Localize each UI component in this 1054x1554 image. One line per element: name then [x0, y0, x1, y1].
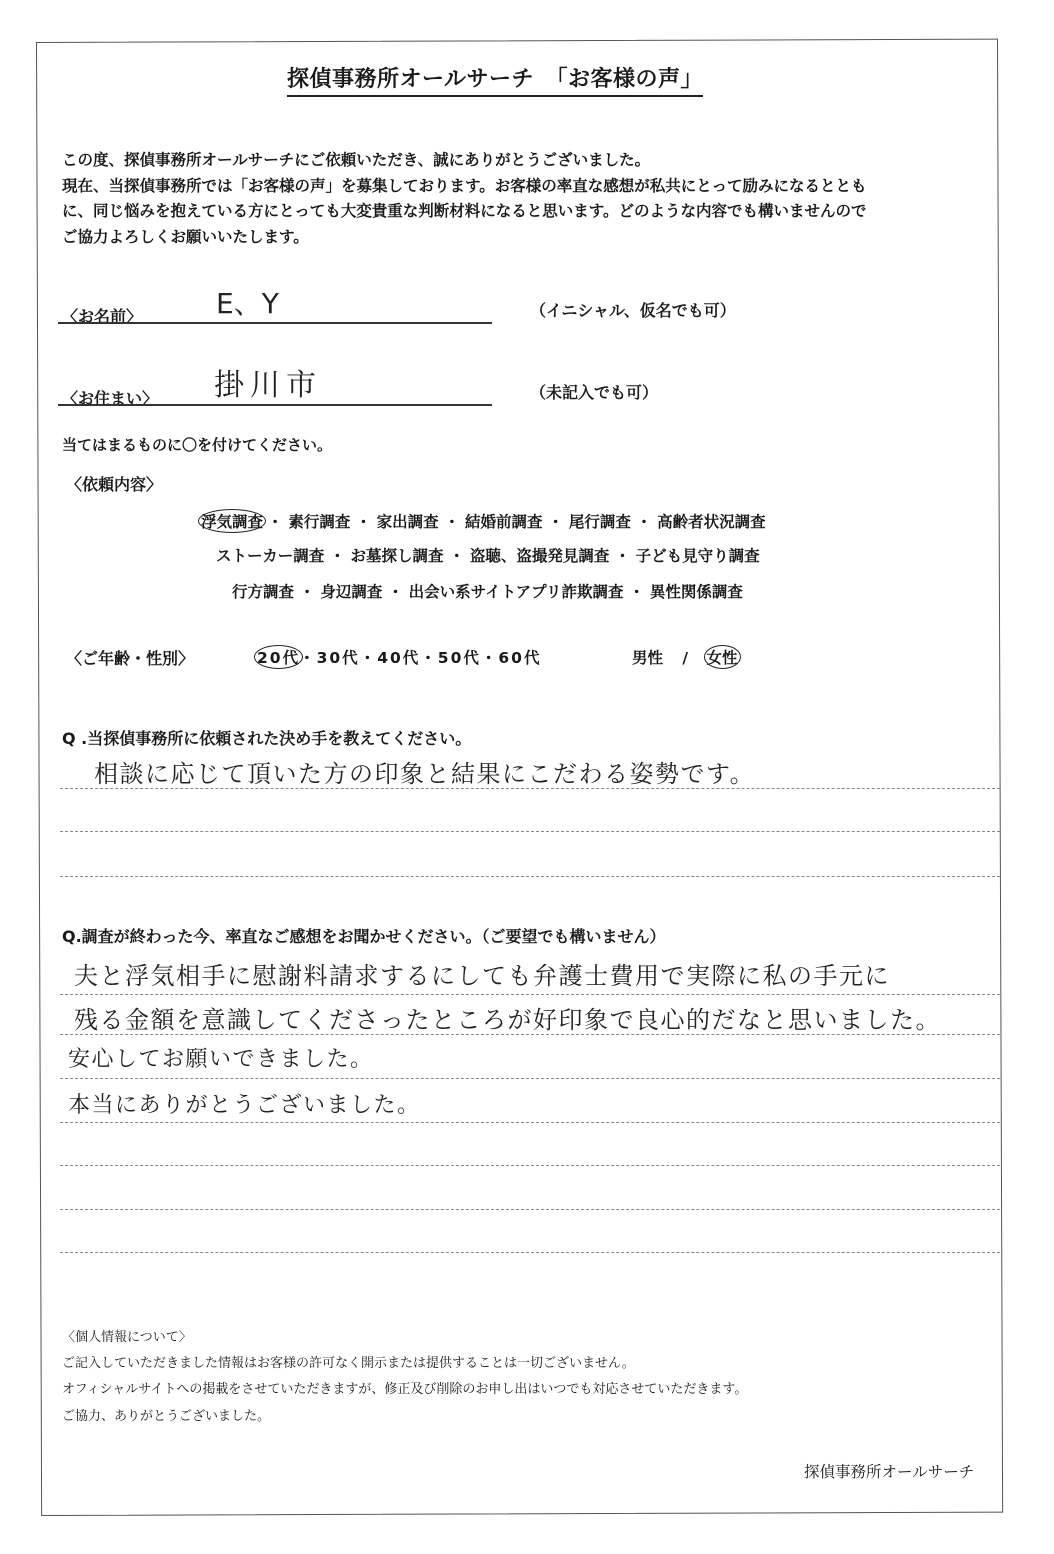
- q2-answer-line[interactable]: 本当にありがとうございました。: [68, 1093, 421, 1118]
- age-option[interactable]: 40代: [377, 649, 421, 667]
- age-options: 20代・30代・40代・50代・60代: [258, 646, 541, 668]
- signature: 探偵事務所オールサーチ: [804, 1463, 975, 1481]
- privacy-line: ご協力、ありがとうございました。: [62, 1409, 271, 1424]
- intro-line: ご協力よろしくお願いいたします。: [62, 227, 309, 246]
- privacy-line: ご記入していただきました情報はお客様の許可なく開示または提供することは一切ございません。: [62, 1356, 635, 1371]
- request-option[interactable]: 子ども見守り調査: [635, 547, 760, 565]
- name-note: （イニシャル、仮名でも可）: [530, 301, 736, 320]
- address-note: （未記入でも可）: [530, 383, 659, 402]
- page-title: 探偵事務所オールサーチ 「お客様の声」: [287, 62, 703, 97]
- ruled-line: [60, 1122, 1000, 1123]
- ruled-line: [60, 994, 1000, 995]
- request-option[interactable]: ストーカー調査: [216, 547, 325, 565]
- request-row-2: ストーカー調査 ・ お墓探し調査 ・ 盗聴、盗撮発見調査 ・ 子ども見守り調査: [216, 547, 760, 565]
- request-option[interactable]: 異性関係調査: [649, 583, 743, 601]
- q2-answer-line[interactable]: 安心してお願いできました。: [68, 1047, 374, 1072]
- instruction-text: 当てはまるものに〇を付けてください。: [62, 436, 333, 454]
- age-option[interactable]: 50代: [437, 649, 481, 667]
- q2-answer-line[interactable]: 残る金額を意識してくださったところが好印象で良心的だなと思いました。: [74, 1006, 941, 1034]
- age-option[interactable]: 60代: [498, 649, 542, 667]
- ruled-line: [60, 1034, 1000, 1035]
- request-option[interactable]: 素行調査: [288, 513, 351, 531]
- ruled-line: [60, 831, 1000, 832]
- q2-answer-line[interactable]: 夫と浮気相手に慰謝料請求するにしても弁護士費用で実際に私の手元に: [74, 962, 890, 990]
- privacy-heading: 〈個人情報について〉: [62, 1330, 192, 1345]
- name-label: 〈お名前〉: [62, 307, 143, 326]
- ruled-line: [60, 876, 1000, 877]
- intro-line: この度、探偵事務所オールサーチにご依頼いただき、誠にありがとうございました。: [62, 151, 651, 169]
- address-label: 〈お住まい〉: [62, 389, 159, 408]
- request-option[interactable]: 結婚前調査: [464, 513, 543, 531]
- request-option[interactable]: 盗聴、盗撮発見調査: [469, 547, 610, 565]
- request-row-3: 行方調査 ・ 身辺調査 ・ 出会い系サイトアプリ詐欺調査 ・ 異性関係調査: [232, 583, 743, 601]
- intro-line: 現在、当探偵事務所では「お客様の声」を募集しております。お客様の率直な感想が私共にとって励みになるととも: [62, 176, 867, 195]
- gender-option[interactable]: 男性: [632, 649, 664, 667]
- q1-question: Q .当探偵事務所に依頼された決め手を教えてください。: [62, 729, 472, 748]
- request-row-1: 浮気調査 ・ 素行調査 ・ 家出調査 ・ 結婚前調査 ・ 尾行調査 ・ 高齢者状況調査: [202, 510, 766, 532]
- address-underline: [58, 404, 492, 406]
- age-gender-label: 〈ご年齢・性別〉: [66, 649, 195, 668]
- request-label: 〈依頼内容〉: [66, 475, 163, 494]
- ruled-line: [60, 1252, 1000, 1253]
- name-value[interactable]: E、Y: [216, 287, 279, 320]
- request-option[interactable]: 家出調査: [376, 513, 439, 531]
- request-option[interactable]: お墓探し調査: [350, 547, 444, 565]
- request-option[interactable]: 出会い系サイトアプリ詐欺調査: [408, 583, 624, 601]
- ruled-line: [60, 1078, 1000, 1079]
- privacy-line: オフィシャルサイトへの掲載をさせていただきますが、修正及び削除のお申し出はいつでも対応させていただきます。: [62, 1382, 748, 1397]
- q1-answer-line[interactable]: 相談に応じて頂いた方の印象と結果にこだわる姿勢です。: [94, 760, 756, 788]
- q2-question: Q.調査が終わった今、率直なご感想をお聞かせください。（ご要望でも構いません）: [62, 927, 666, 946]
- address-value[interactable]: 掛川市: [214, 368, 322, 403]
- request-option-selected[interactable]: 浮気調査: [198, 509, 266, 533]
- request-option[interactable]: 尾行調査: [568, 513, 631, 531]
- age-option[interactable]: 30代: [316, 649, 360, 667]
- ruled-line: [60, 1209, 1000, 1210]
- age-option-selected[interactable]: 20代: [254, 645, 303, 669]
- ruled-line: [60, 788, 1000, 789]
- request-option[interactable]: 身辺調査: [320, 583, 383, 601]
- intro-paragraph: [62, 148, 866, 250]
- gender-option-selected[interactable]: 女性: [704, 645, 741, 669]
- request-option[interactable]: 行方調査: [232, 583, 295, 601]
- ruled-line: [60, 1165, 1000, 1166]
- gender-options: 男性 / 女性: [632, 646, 737, 668]
- name-underline: [58, 322, 492, 324]
- intro-line: に、同じ悩みを抱えている方にとっても大変貴重な判断材料になると思います。どのような内容でも構いませんので: [62, 202, 867, 220]
- request-option[interactable]: 高齢者状況調査: [657, 513, 766, 531]
